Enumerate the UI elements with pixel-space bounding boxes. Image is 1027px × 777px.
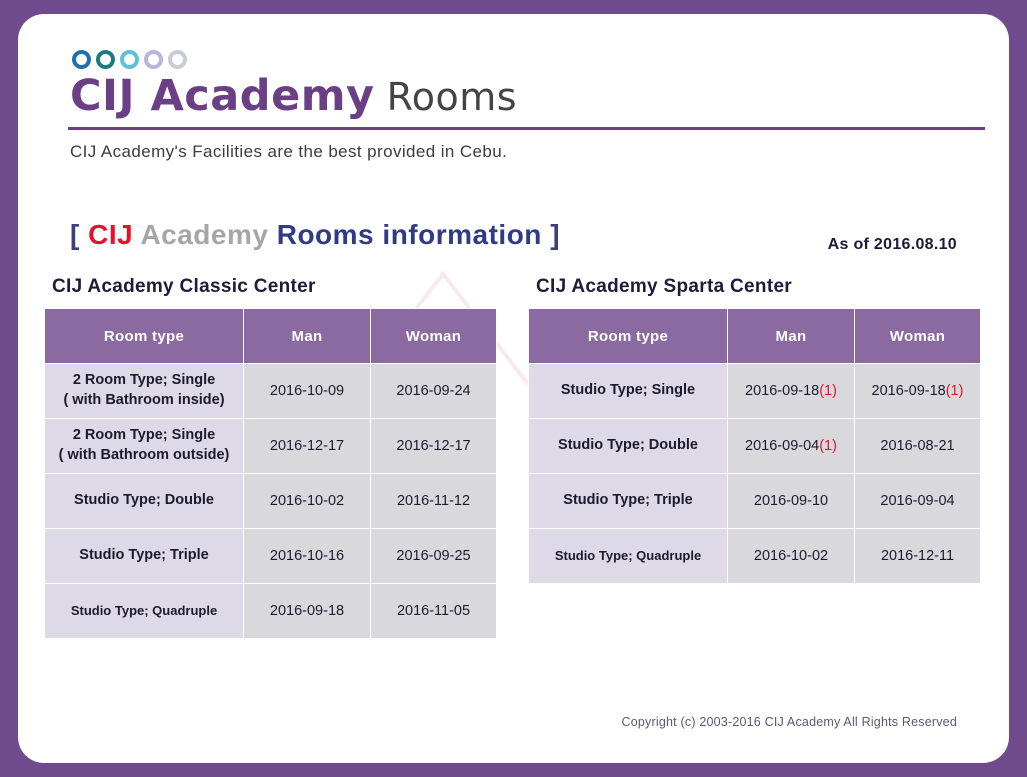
title-brand: CIJ Academy — [70, 71, 375, 121]
table-row — [45, 364, 497, 419]
table-header-row — [529, 309, 981, 364]
logo-dot-3 — [120, 50, 139, 69]
woman-date: 2016-11-05 — [396, 603, 471, 619]
slide-canvas — [18, 14, 1009, 763]
man-date-cell — [728, 419, 855, 474]
man-date: 2016-09-04 — [745, 438, 820, 454]
room-type-line1: Studio Type; Triple — [563, 492, 693, 509]
man-note: (1) — [819, 383, 837, 399]
table-row — [45, 419, 497, 474]
classic-center-title: CIJ Academy Classic Center — [52, 276, 316, 297]
logo-dot-2 — [96, 50, 115, 69]
section-heading — [70, 219, 560, 251]
sparta-center-title: CIJ Academy Sparta Center — [536, 276, 793, 297]
man-date: 2016-10-02 — [269, 493, 345, 509]
room-type-line1: Studio Type; Triple — [79, 547, 209, 564]
page-header — [68, 50, 973, 162]
woman-date-cell — [855, 419, 981, 474]
woman-date-cell — [855, 529, 981, 584]
man-date: 2016-09-18 — [269, 603, 345, 619]
woman-date-cell — [371, 529, 497, 584]
man-date: 2016-10-02 — [753, 548, 829, 564]
room-type-line1: Studio Type; Quadruple — [70, 603, 218, 619]
tagline: CIJ Academy's Facilities are the best provided in Cebu. — [70, 142, 508, 161]
room-type-line1: Studio Type; Double — [74, 492, 214, 509]
table-row — [45, 474, 497, 529]
room-type-cell — [529, 419, 728, 474]
room-type-cell — [45, 474, 244, 529]
table-row — [529, 529, 981, 584]
woman-date: 2016-11-12 — [396, 493, 471, 509]
man-date-cell — [244, 474, 371, 529]
man-date: 2016-09-10 — [753, 493, 829, 509]
woman-date: 2016-09-25 — [396, 548, 471, 564]
classic-center-block — [44, 276, 494, 639]
woman-date-cell — [855, 364, 981, 419]
woman-date-cell — [371, 364, 497, 419]
woman-date: 2016-08-21 — [880, 438, 955, 454]
logo-dot-1 — [72, 50, 91, 69]
page-title — [68, 71, 973, 121]
title-section: Rooms — [386, 75, 518, 119]
room-type-line2: ( with Bathroom outside) — [58, 447, 230, 463]
tables-container — [44, 276, 984, 639]
col-woman: Woman — [855, 309, 981, 364]
sparta-center-table — [528, 308, 981, 584]
man-date-cell — [244, 529, 371, 584]
room-type-line1: 2 Room Type; Single — [72, 372, 216, 389]
classic-center-table — [44, 308, 497, 639]
room-type-line1: Studio Type; Quadruple — [554, 548, 702, 564]
woman-date: 2016-09-18 — [871, 383, 946, 399]
woman-date-cell — [371, 474, 497, 529]
table-row — [45, 529, 497, 584]
man-date: 2016-10-16 — [269, 548, 345, 564]
room-type-line2: ( with Bathroom inside) — [63, 392, 225, 408]
room-type-line1: Studio Type; Single — [560, 382, 696, 399]
table-row — [529, 419, 981, 474]
title-divider — [68, 127, 985, 130]
room-type-line1: 2 Room Type; Single — [72, 427, 216, 444]
man-date: 2016-09-18 — [745, 383, 820, 399]
sparta-center-block — [528, 276, 978, 639]
man-date-cell — [244, 419, 371, 474]
col-woman: Woman — [371, 309, 497, 364]
woman-date: 2016-09-24 — [396, 383, 471, 399]
table-header-row — [45, 309, 497, 364]
woman-date: 2016-12-17 — [396, 438, 471, 454]
table-row — [529, 364, 981, 419]
section-bracket-open: [ — [70, 219, 80, 250]
col-man: Man — [244, 309, 371, 364]
section-cij: CIJ — [88, 219, 134, 250]
logo-dot-4 — [144, 50, 163, 69]
man-date-cell — [244, 364, 371, 419]
as-of-date: As of 2016.08.10 — [827, 236, 957, 253]
man-date-cell — [244, 584, 371, 639]
man-date: 2016-12-17 — [269, 438, 345, 454]
copyright-footer: Copyright (c) 2003-2016 CIJ Academy All Rights Reserved — [621, 715, 957, 729]
woman-date: 2016-12-11 — [880, 548, 955, 564]
room-type-cell — [45, 529, 244, 584]
section-bracket-close: ] — [550, 219, 561, 250]
room-type-cell — [529, 474, 728, 529]
man-date-cell — [728, 529, 855, 584]
section-rooms-information: Rooms information — [276, 219, 542, 250]
col-room-type: Room type — [529, 309, 728, 364]
col-man: Man — [728, 309, 855, 364]
woman-date-cell — [855, 474, 981, 529]
woman-date-cell — [371, 584, 497, 639]
room-type-cell — [45, 419, 244, 474]
room-type-cell — [529, 529, 728, 584]
logo-dot-5 — [168, 50, 187, 69]
woman-date-cell — [371, 419, 497, 474]
man-date: 2016-10-09 — [269, 383, 345, 399]
table-row — [45, 584, 497, 639]
table-row — [529, 474, 981, 529]
man-date-cell — [728, 474, 855, 529]
man-note: (1) — [819, 438, 837, 454]
section-academy: Academy — [140, 219, 269, 250]
man-date-cell — [728, 364, 855, 419]
room-type-cell — [45, 584, 244, 639]
room-type-cell — [45, 364, 244, 419]
logo-dots — [72, 50, 973, 69]
room-type-cell — [529, 364, 728, 419]
woman-note: (1) — [945, 383, 964, 399]
woman-date: 2016-09-04 — [880, 493, 955, 509]
col-room-type: Room type — [45, 309, 244, 364]
room-type-line1: Studio Type; Double — [558, 437, 698, 454]
